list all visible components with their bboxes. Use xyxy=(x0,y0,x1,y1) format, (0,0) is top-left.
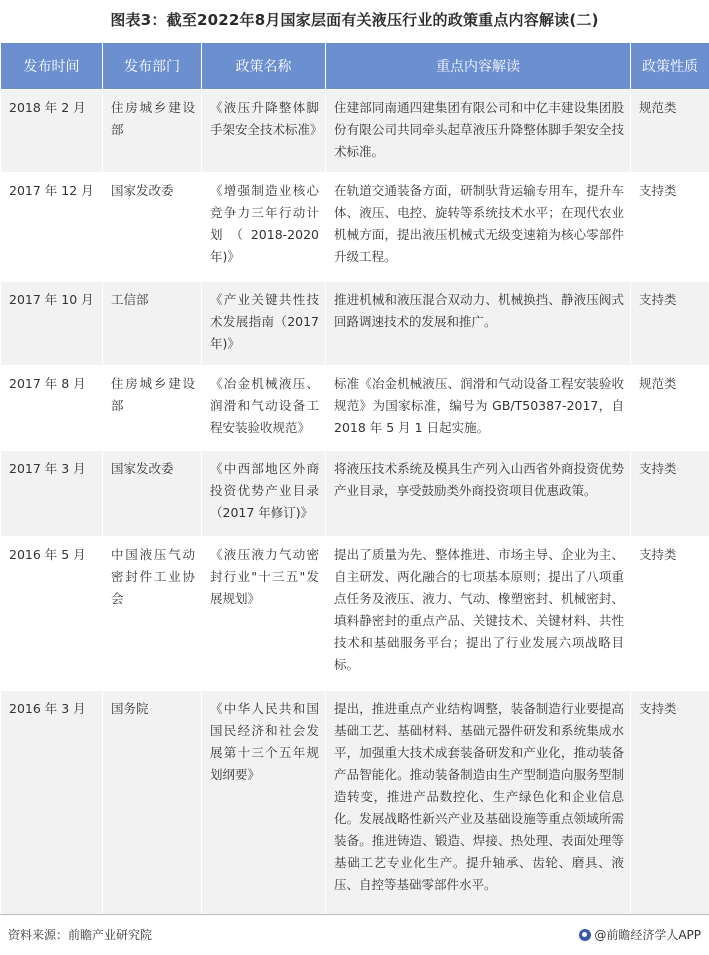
cell-nature: 支持类 xyxy=(631,282,709,366)
cell-content: 在轨道交通装备方面，研制驮背运输专用车，提升车体、液压、电控、旋转等系统技术水平；在现代农业机械方面，提出液压机械式无级变速箱为核心零部件升级工程。 xyxy=(326,173,631,282)
cell-nature: 支持类 xyxy=(631,451,709,537)
table-row xyxy=(1,282,709,366)
cell-nature: 规范类 xyxy=(631,90,709,173)
figure-title: 图表3：截至2022年8月国家层面有关液压行业的政策重点内容解读(二) xyxy=(110,11,599,29)
table-row xyxy=(1,173,709,282)
cell-dept: 住房城乡建设部 xyxy=(103,366,202,451)
cell-dept: 国家发改委 xyxy=(103,173,202,282)
column-header-dept: 发布部门 xyxy=(103,43,202,90)
cell-nature: 支持类 xyxy=(631,173,709,282)
cell-nature: 规范类 xyxy=(631,366,709,451)
cell-nature: 支持类 xyxy=(631,537,709,691)
table-row xyxy=(1,451,709,537)
brand-credit xyxy=(579,926,701,943)
cell-dept: 住房城乡建设部 xyxy=(103,90,202,173)
cell-content: 提出，推进重点产业结构调整，装备制造行业要提高基础工艺、基础材料、基础元器件研发和系统集成水平，加强重大技术成套装备研发和产业化，推动装备产品智能化。推动装备制造由生产型制造向服务型制造转变，推进产品数控化、生产绿色化和企业信息化。发展战略性新兴产业及基础设施等重点领域所需装备。推进铸造、锻造、焊接、热处理、表面处理等基础工艺专业化生产。提升轴承、齿轮、磨具、液压、自控等基础零部件水平。 xyxy=(326,691,631,915)
cell-policy: 《液压液力气动密封行业"十三五"发展规划》 xyxy=(202,537,326,691)
table-row xyxy=(1,691,709,915)
cell-date: 2017 年 3 月 xyxy=(1,451,103,537)
column-header-content: 重点内容解读 xyxy=(326,43,631,90)
cell-policy: 《产业关键共性技术发展指南（2017 年)》 xyxy=(202,282,326,366)
policy-table xyxy=(0,42,709,915)
cell-content: 将液压技术系统及模具生产列入山西省外商投资优势产业目录，享受鼓励类外商投资项目优惠政策。 xyxy=(326,451,631,537)
cell-dept: 国家发改委 xyxy=(103,451,202,537)
cell-policy: 《中华人民共和国国民经济和社会发展第十三个五年规划纲要》 xyxy=(202,691,326,915)
cell-content: 推进机械和液压混合双动力、机械换挡、静液压阀式回路调速技术的发展和推广。 xyxy=(326,282,631,366)
column-header-policy: 政策名称 xyxy=(202,43,326,90)
cell-date: 2016 年 5 月 xyxy=(1,537,103,691)
cell-content: 标准《冶金机械液压、润滑和气动设备工程安装验收规范》为国家标准，编号为 GB/T50387-2017，自 2018 年 5 月 1 日起实施。 xyxy=(326,366,631,451)
column-header-nature: 政策性质 xyxy=(631,43,709,90)
cell-date: 2017 年 10 月 xyxy=(1,282,103,366)
table-row xyxy=(1,537,709,691)
cell-policy: 《冶金机械液压、润滑和气动设备工程安装验收规范》 xyxy=(202,366,326,451)
cell-dept: 中国液压气动密封件工业协会 xyxy=(103,537,202,691)
table-header-row xyxy=(1,43,709,90)
cell-dept: 工信部 xyxy=(103,282,202,366)
cell-policy: 《液压升降整体脚手架安全技术标准》 xyxy=(202,90,326,173)
cell-date: 2018 年 2 月 xyxy=(1,90,103,173)
cell-date: 2016 年 3 月 xyxy=(1,691,103,915)
cell-date: 2017 年 8 月 xyxy=(1,366,103,451)
table-row xyxy=(1,366,709,451)
cell-content: 住建部同南通四建集团有限公司和中亿丰建设集团股份有限公司共同牵头起草液压升降整体脚手架安全技术标准。 xyxy=(326,90,631,173)
source-note: 资料来源：前瞻产业研究院 xyxy=(8,928,153,942)
table-row xyxy=(1,90,709,173)
qianzhan-logo-icon xyxy=(579,929,591,941)
brand-text: @前瞻经济学人APP xyxy=(594,928,701,942)
cell-nature: 支持类 xyxy=(631,691,709,915)
cell-content: 提出了质量为先、整体推进、市场主导、企业为主、自主研发、两化融合的七项基本原则；提出了八项重点任务及液压、液力、气动、橡塑密封、机械密封、填料静密封的重点产品、关键技术、关键材料、共性技术和基础服务平台；提出了行业发展六项战略目标。 xyxy=(326,537,631,691)
cell-date: 2017 年 12 月 xyxy=(1,173,103,282)
cell-policy: 《增强制造业核心竞争力三年行动计划 （ 2018-2020 年)》 xyxy=(202,173,326,282)
cell-policy: 《中西部地区外商投资优势产业目录（2017 年修订)》 xyxy=(202,451,326,537)
cell-dept: 国务院 xyxy=(103,691,202,915)
column-header-date: 发布时间 xyxy=(1,43,103,90)
